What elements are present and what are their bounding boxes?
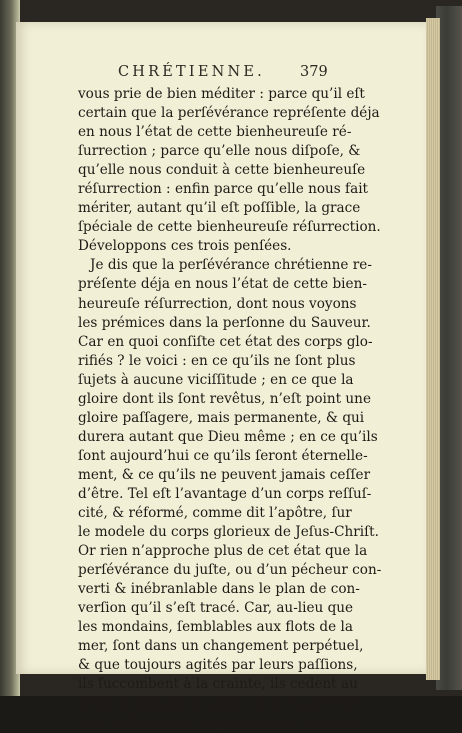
text-line: préſente déja en nous l’état de cette bien- (78, 276, 367, 293)
text-line: ſurrection ; parce qu’elle nous diſpoſe, & (78, 143, 361, 160)
text-line: gloire dont ils ſont revêtus, n’eſt point une (78, 390, 371, 407)
text-line: en nous l’état de cette bienheureuſe ré- (78, 124, 352, 141)
text-line: ils ſuccombent à la crainte, ils cedent au (78, 676, 358, 693)
page-number: 379 (300, 64, 328, 80)
text-line: perſévérance du juſte, ou d’un pécheur con- (78, 562, 382, 579)
text-line: & que toujours agités par leurs paſſions, (78, 657, 358, 674)
book-page (16, 22, 426, 731)
text-line: ſujets à aucune viciſſitude ; en ce que la (78, 371, 354, 388)
text-line: les mondains, ſemblables aux flots de la (78, 619, 353, 636)
text-line: réſurrection : enfin parce qu’elle nous fait (78, 181, 369, 198)
page-edges (426, 18, 440, 680)
text-line: Or rien n’approche plus de cet état que la (78, 543, 368, 560)
text-line: ils s’enflent dans la proſpérité, ils ſuivent (78, 714, 362, 731)
running-title: CHRÉTIENNE. (118, 64, 265, 80)
text-line: verti & inébranlable dans le plan de con- (78, 581, 360, 598)
text-line: heureuſe réſurrection, dont nous voyons (78, 295, 357, 312)
text-line: le modele du corps glorieux de Jeſus-Chriſt. (78, 524, 379, 541)
text-line: mériter, autant qu’il eſt poſſible, la grace (78, 200, 361, 217)
text-line: vous prie de bien méditer : parce qu’il eſt (78, 86, 365, 102)
text-line: Développons ces trois penſées. (78, 238, 292, 255)
text-line: Je dis que la perſévérance chrétienne re- (90, 257, 372, 274)
text-line: les prémices dans la perſonne du Sauveur. (78, 314, 371, 331)
text-line: mer, ſont dans un changement perpétuel, (78, 638, 364, 655)
text-line: verſion qu’il s’eſt tracé. Car, au-lieu que (78, 600, 354, 617)
text-line: gloire paſſagere, mais permanente, & qui (78, 409, 365, 426)
text-line: cité, & réformé, comme dit l’apôtre, ſur (78, 505, 352, 522)
text-line: qu’elle nous conduit à cette bienheureuſe (78, 162, 366, 179)
text-line: certain que la perſévérance repréſente déja (78, 105, 380, 122)
text-line: ment, & ce qu’ils ne peuvent jamais ceſſer (78, 466, 371, 483)
text-line: ſpéciale de cette bienheureuſe réſurrection. (78, 219, 381, 236)
text-line: Car en quoi conſiſte cet état des corps glo- (78, 333, 373, 350)
text-line: d’être. Tel eſt l’avantage d’un corps reſſuſ- (78, 485, 372, 502)
text-line: durera autant que Dieu même ; en ce qu’ils (78, 428, 378, 445)
text-line: ſont aujourd’hui ce qu’ils ſeront éternelle- (78, 447, 368, 464)
text-line: rifiés ? le voici : en ce qu’ils ne ſont plus (78, 352, 356, 369)
text-line: reſpect humain, ils plient ſous l’adverſité, (78, 695, 365, 712)
body-text (78, 85, 382, 733)
